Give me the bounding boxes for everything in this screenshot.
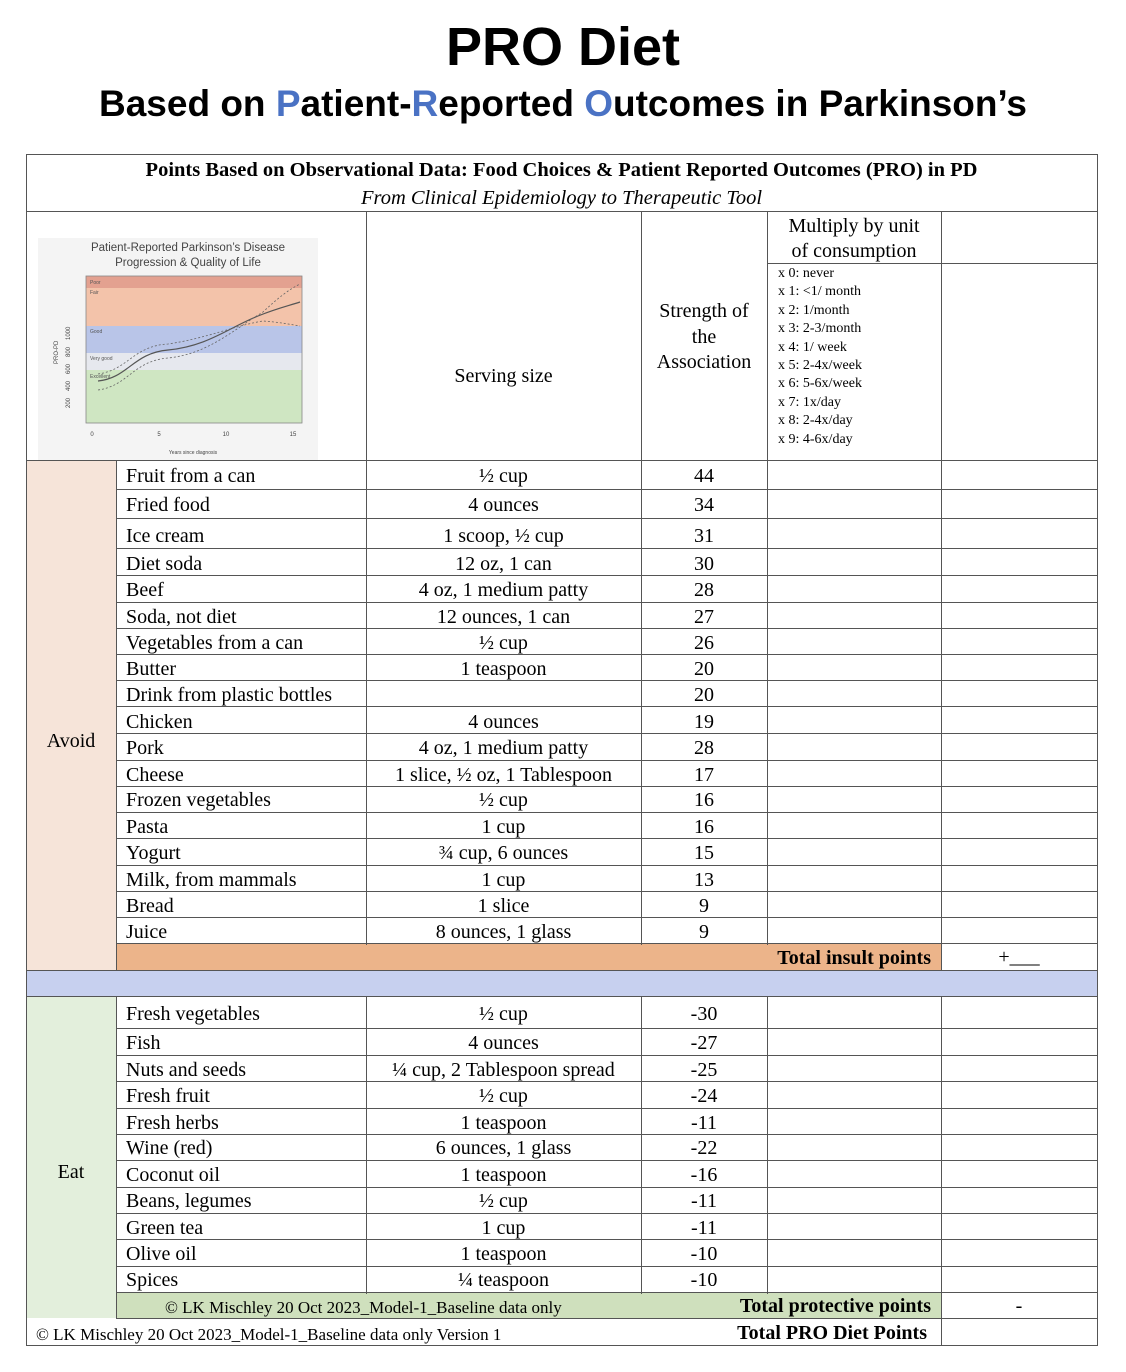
row-divider [116,518,1098,519]
food-name: Pork [126,737,164,759]
serving-size: 4 oz, 1 medium patty [418,579,589,601]
table-border-top [26,154,1098,155]
row-divider [116,1108,1098,1109]
row-divider [116,602,1098,603]
association-strength: 15 [694,842,714,864]
food-name: Butter [126,658,176,680]
table-border-left [26,154,27,1346]
association-strength: -16 [690,1164,718,1186]
row-divider [116,760,1098,761]
table-header-subtitle: From Clinical Epidemiology to Therapeutic Tool [360,187,763,209]
row-divider [116,812,1098,813]
row-divider [116,548,1098,549]
row-divider [116,628,1098,629]
page-title: PRO Diet [445,17,681,77]
row-divider [116,838,1098,839]
column-header-divider [26,460,1098,461]
association-strength: 44 [694,465,714,487]
association-strength: 31 [694,525,714,547]
association-strength: -11 [691,1217,717,1239]
association-strength: -22 [690,1137,718,1159]
serving-size: 6 ounces, 1 glass [435,1137,572,1159]
association-strength: -11 [691,1112,717,1134]
serving-size: 12 oz, 1 can [455,553,552,575]
food-name: Fresh fruit [126,1085,210,1107]
food-name: Fried food [126,494,210,516]
col-line [941,211,942,971]
food-name: Spices [126,1269,179,1291]
serving-size: 1 cup [481,816,526,838]
food-name: Fresh vegetables [126,1003,260,1025]
association-strength: 20 [694,684,714,706]
row-divider [116,865,1098,866]
total-pro-diet-label: Total PRO Diet Points [737,1322,927,1344]
serving-size: 1 teaspoon [460,1164,547,1186]
band-label-poor: Poor [90,280,101,286]
row-divider [116,891,1098,892]
serving-size: ½ cup [479,1085,528,1107]
x-tick-label: 10 [222,432,230,438]
multiply-header-line2: of consumption [791,240,917,262]
col-line [767,996,768,1294]
serving-size: ¾ cup, 6 ounces [438,842,569,864]
association-strength: -25 [690,1059,718,1081]
association-strength: -27 [690,1032,718,1054]
col-line [116,996,117,1319]
food-name: Ice cream [126,525,205,547]
food-name: Diet soda [126,553,203,575]
band-label-excellent: Excellent [90,374,111,380]
table-header-title: Points Based on Observational Data: Food Choices & Patient Reported Outcomes (PRO) in PD [145,159,978,181]
y-tick-label: 200 [66,397,72,408]
table-border-bottom [26,1345,1098,1346]
consumption-scale-item: x 9: 4-6x/day [778,431,853,447]
serving-size: 1 teaspoon [460,1112,547,1134]
row-divider [116,1055,1098,1056]
serving-size: 1 cup [481,869,526,891]
serving-size: ½ cup [479,1003,528,1025]
row-divider [116,680,1098,681]
col-line [116,460,117,971]
row-divider [116,1160,1098,1161]
col-line [767,211,768,945]
food-name: Fish [126,1032,161,1054]
x-tick-label: 0 [90,432,94,438]
food-name: Green tea [126,1217,204,1239]
band-label-fair: Fair [90,290,99,296]
consumption-scale-item: x 2: 1/month [778,302,850,318]
row-divider [116,575,1098,576]
x-tick-label: 5 [157,432,161,438]
y-tick-label: 1000 [66,326,72,340]
serving-size: 1 cup [481,1217,526,1239]
avoid-label: Avoid [46,730,96,752]
association-strength: 20 [694,658,714,680]
multiply-header-divider [767,263,1098,264]
col-line [641,211,642,945]
serving-size: ¼ teaspoon [457,1269,550,1291]
section-divider [26,970,1097,996]
y-tick-label: 600 [66,363,72,374]
association-strength: 26 [694,632,714,654]
row-divider [116,1266,1098,1267]
row-divider [116,1028,1098,1029]
food-name: Olive oil [126,1243,197,1265]
total-insult-label: Total insult points [777,947,931,969]
serving-size: 1 teaspoon [460,658,547,680]
band-label-good: Good [90,329,103,335]
food-name: Beef [126,579,164,601]
association-strength: 30 [694,553,714,575]
y-tick-label: 400 [66,380,72,391]
serving-size: 4 oz, 1 medium patty [418,737,589,759]
avoid-section-bottom [26,970,1098,971]
protective-row-copyright: © LK Mischley 20 Oct 2023_Model-1_Baseline data only [165,1298,562,1317]
association-strength: 19 [694,711,714,733]
consumption-scale-item: x 7: 1x/day [778,394,841,410]
avoid-section-bg [26,460,116,970]
x-tick-label: 15 [289,432,297,438]
food-name: Beans, legumes [126,1190,252,1212]
food-name: Coconut oil [126,1164,220,1186]
food-name: Nuts and seeds [126,1059,246,1081]
food-name: Vegetables from a can [126,632,304,654]
row-divider [116,489,1098,490]
strength-header-line2: the [691,326,717,348]
multiply-header-line1: Multiply by unit [788,215,920,237]
association-strength: 34 [694,494,714,516]
food-name: Fresh herbs [126,1112,219,1134]
association-strength: 13 [694,869,714,891]
consumption-scale-item: x 0: never [778,266,834,281]
serving-size: 8 ounces, 1 glass [435,921,572,943]
association-strength: 9 [699,921,709,943]
divider-bottom [26,996,1098,997]
serving-size: 4 ounces [468,711,539,733]
association-strength: 28 [694,737,714,759]
serving-size: ½ cup [479,1190,528,1212]
row-divider [116,1081,1098,1082]
food-name: Soda, not diet [126,606,237,628]
y-tick-label: 800 [66,346,72,357]
col-line [366,211,367,945]
consumption-scale-item: x 3: 2-3/month [778,321,862,337]
serving-size-header: Serving size [454,365,553,387]
association-strength: 17 [694,764,714,786]
association-strength: 28 [694,579,714,601]
serving-size: ½ cup [479,632,528,654]
strength-header-line3: Association [656,351,752,373]
association-strength: 9 [699,895,709,917]
food-name: Yogurt [126,842,181,864]
consumption-scale-item: x 5: 2-4x/week [778,358,862,373]
band-good [86,326,302,353]
row-divider [116,1239,1098,1240]
food-name: Milk, from mammals [126,869,297,891]
row-divider [116,1187,1098,1188]
header-divider [26,211,1098,212]
association-strength: 27 [694,606,714,628]
strength-header-line1: Strength of [659,300,749,322]
association-strength: -30 [690,1003,718,1025]
band-very-good [86,353,302,370]
row-divider [116,706,1098,707]
figure-title-line2: Progression & Quality of Life [115,257,261,269]
band-fair [86,288,302,326]
y-axis-label: PRO-PD [54,340,60,364]
serving-size: 1 slice [477,895,530,917]
food-name: Fruit from a can [126,465,256,487]
col-line [641,996,642,1294]
row-divider [116,1134,1098,1135]
serving-size: ¼ cup, 2 Tablespoon spread [392,1059,615,1081]
association-strength: -24 [690,1085,718,1107]
x-axis-label: Years since diagnosis [168,450,218,456]
col-line [941,996,942,1346]
food-name: Drink from plastic bottles [126,684,333,706]
row-divider [116,1213,1098,1214]
serving-size: 4 ounces [468,1032,539,1054]
serving-size: 1 teaspoon [460,1243,547,1265]
serving-size: 4 ounces [468,494,539,516]
association-strength: 16 [694,789,714,811]
serving-size: 1 slice, ½ oz, 1 Tablespoon [394,764,613,786]
food-name: Bread [126,895,174,917]
row-divider [116,786,1098,787]
table-border-right [1097,154,1098,1346]
row-divider [116,917,1098,918]
eat-label: Eat [57,1161,85,1183]
eat-section-bottom [116,1318,1098,1319]
total-protective-label: Total protective points [739,1295,931,1317]
total-insult-value: +___ [998,946,1040,968]
band-excellent [86,370,302,423]
row-divider [116,733,1098,734]
row-divider [116,654,1098,655]
food-name: Pasta [126,816,169,838]
consumption-scale-item: x 8: 2-4x/day [778,413,853,429]
band-poor [86,276,302,288]
serving-size: 1 scoop, ½ cup [443,525,564,547]
food-name: Chicken [126,711,193,733]
page-subtitle: Based on Patient-Reported Outcomes in Parkinson’s [99,83,1027,124]
food-name: Juice [126,921,168,943]
association-strength: -10 [690,1269,718,1291]
consumption-scale-item: x 6: 5-6x/week [778,376,862,392]
consumption-scale-item: x 1: <1/ month [778,284,861,300]
food-name: Frozen vegetables [126,789,271,811]
serving-size: ½ cup [479,789,528,811]
food-name: Cheese [126,764,184,786]
association-strength: 16 [694,816,714,838]
col-line [366,996,367,1294]
association-strength: -11 [691,1190,717,1212]
serving-size: 12 ounces, 1 can [436,606,571,628]
serving-size: ½ cup [479,465,528,487]
band-label-very-good: Very good [90,356,113,362]
association-strength: -10 [690,1243,718,1265]
footer-copyright: © LK Mischley 20 Oct 2023_Model-1_Baseline data only Version 1 [36,1325,502,1344]
food-name: Wine (red) [126,1137,213,1159]
total-protective-value: - [1015,1295,1023,1317]
consumption-scale-item: x 4: 1/ week [778,339,847,355]
pro-pd-figure [38,238,318,460]
eat-section-bg [26,996,116,1318]
figure-title-line1: Patient-Reported Parkinson’s Disease [90,242,286,254]
